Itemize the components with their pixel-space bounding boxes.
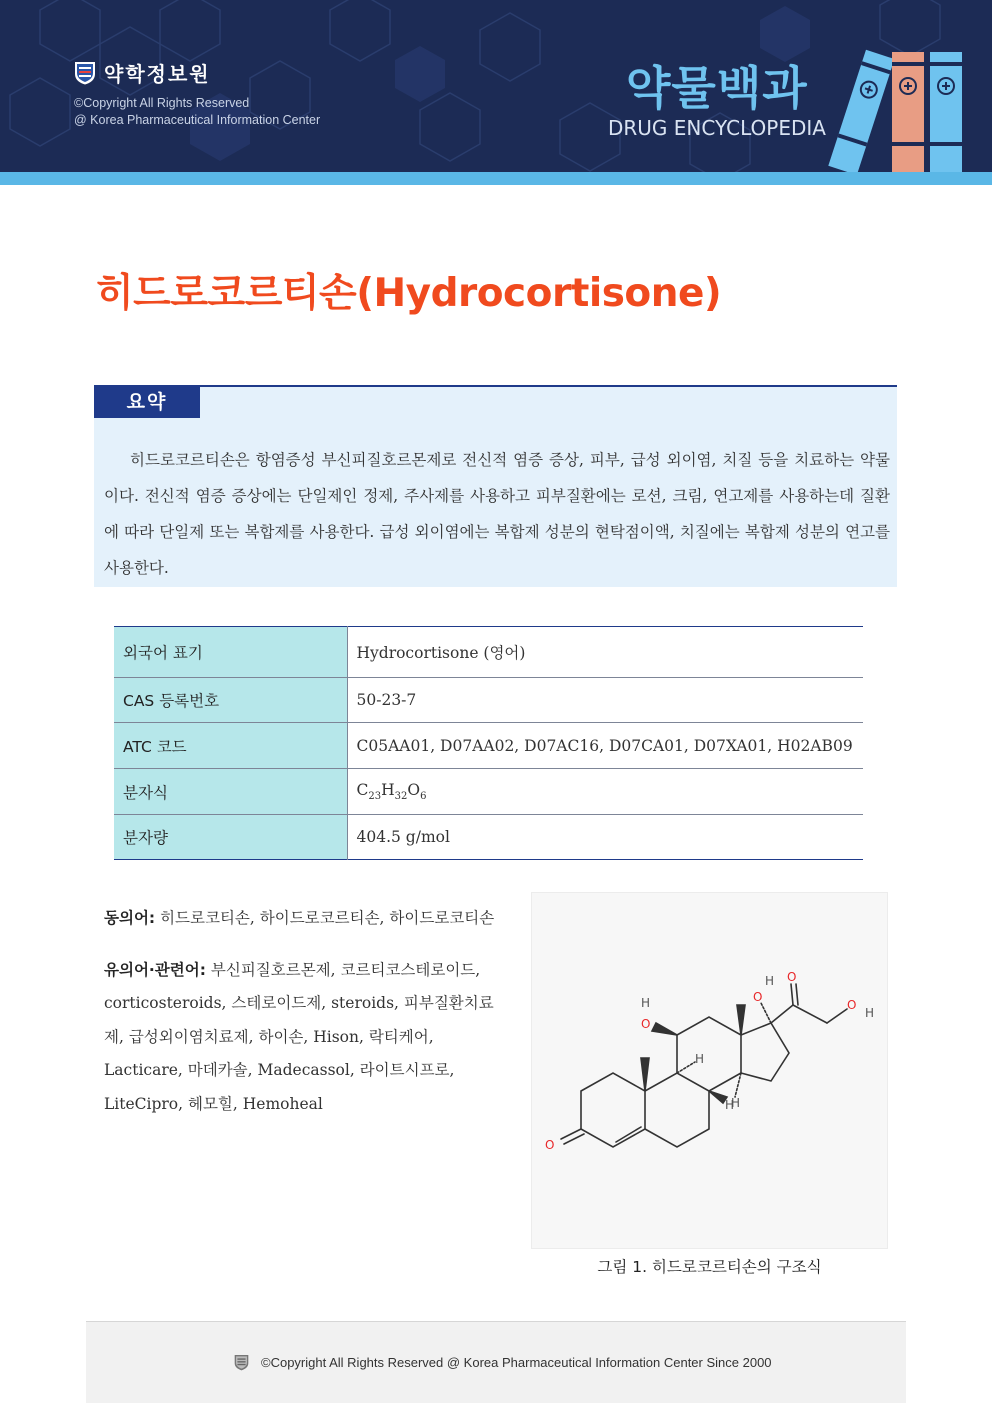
formula-c-count: 23: [368, 791, 382, 803]
foreign-name-label: 외국어 표기: [114, 627, 347, 678]
weight-value: 404.5 g/mol: [347, 815, 863, 860]
cas-label: CAS 등록번호: [114, 678, 347, 723]
header-copyright-line1: ©Copyright All Rights Reserved: [74, 96, 250, 110]
atom-h-21: H: [865, 1006, 875, 1020]
hydrocortisone-structure-diagram: [532, 893, 889, 1250]
org-name: 약학정보원: [104, 62, 211, 86]
table-row: [114, 769, 863, 815]
atom-h-14: H: [731, 1096, 741, 1110]
atom-o-21: O: [847, 998, 857, 1012]
formula-o-count: 6: [420, 791, 427, 803]
synonyms-paragraph: [104, 902, 504, 936]
foreign-name-value: Hydrocortisone (영어): [356, 644, 526, 662]
related-label: 유의어·관련어:: [104, 960, 206, 979]
atom-h-11: H: [641, 996, 651, 1010]
figure-caption: 그림 1. 히드로코르티손의 구조식: [597, 1258, 822, 1276]
header-copyright: [74, 95, 320, 129]
atom-h-8: H: [725, 1098, 735, 1112]
formula-h: H: [381, 780, 395, 799]
drug-info-table: [114, 626, 863, 860]
header-copyright-line2: @ Korea Pharmaceutical Information Center: [74, 113, 321, 127]
synonyms-text: 히드로코티손, 하이드로코르티손, 하이드로코티손: [160, 909, 495, 927]
atom-o-ketone: O: [545, 1138, 555, 1152]
footer: [86, 1321, 906, 1403]
formula-label: 분자식: [114, 769, 347, 815]
brand: [74, 58, 211, 87]
encyclopedia-subtitle: DRUG ENCYCLOPEDIA: [608, 116, 826, 140]
atom-o-11: O: [641, 1017, 651, 1031]
table-row: [114, 678, 863, 723]
structure-figure: [531, 892, 888, 1249]
formula-value: [347, 769, 863, 815]
atc-value: C05AA01, D07AA02, D07AC16, D07CA01, D07XA01, H02AB09: [347, 723, 863, 769]
page-title: 히드로코르티손(Hydrocortisone): [96, 271, 722, 316]
encyclopedia-title: 약물백과: [626, 61, 808, 115]
footer-copyright: ©Copyright All Rights Reserved @ Korea Pharmaceutical Information Center Since 2000: [261, 1355, 772, 1370]
summary-box: [94, 385, 897, 587]
synonyms-label: 동의어:: [104, 909, 156, 927]
related-paragraph: [104, 954, 504, 1122]
table-row: [114, 723, 863, 769]
related-text: 부신피질호르몬제, 코르티코스테로이드, corticosteroids, 스테로이드제, steroids, 피부질환치료제, 급성외이염치료제, 하이손, Hison, 락티케어, Lacticare, 마데카솔, Madecassol, 라이트시프로, LiteCipro, 헤모힐, Hemoheal: [104, 960, 494, 1113]
atom-o-17: O: [753, 990, 763, 1004]
formula-c: C: [356, 780, 369, 799]
atc-label: ATC 코드: [114, 723, 347, 769]
atom-h-9: H: [695, 1052, 705, 1066]
kpic-shield-logo-icon: [234, 1354, 249, 1371]
banner-stripe: [0, 172, 992, 185]
formula-o: O: [407, 780, 421, 799]
summary-heading: 요약: [94, 387, 200, 418]
synonyms-section: [104, 902, 504, 1121]
books-icon: [818, 44, 968, 174]
cas-value: 50-23-7: [347, 678, 863, 723]
atom-o-20: O: [787, 970, 797, 984]
kpic-shield-logo-icon: [74, 61, 96, 85]
summary-text: 히드로코르티손은 항염증성 부신피질호르몬제로 전신적 염증 증상, 피부, 급성 외이염, 치질 등을 치료하는 약물이다. 전신적 염증 증상에는 단일제인 정제, 주사제를 사용하고 피부질환에는 로션, 크림, 연고제를 사용하는데 질환에 따라 단일제 또는 복합제를 사용한다. 급성 외이염에는 복합제 성분의 현탁점이액, 치질에는 복합제 성분의 연고를 사용한다.: [104, 451, 890, 577]
atom-h-17: H: [765, 974, 775, 988]
header-banner: [0, 0, 992, 185]
footer-inner: [234, 1354, 772, 1371]
formula-h-count: 32: [394, 791, 408, 803]
weight-label: 분자량: [114, 815, 347, 860]
table-row: [114, 627, 863, 678]
table-row: [114, 815, 863, 860]
